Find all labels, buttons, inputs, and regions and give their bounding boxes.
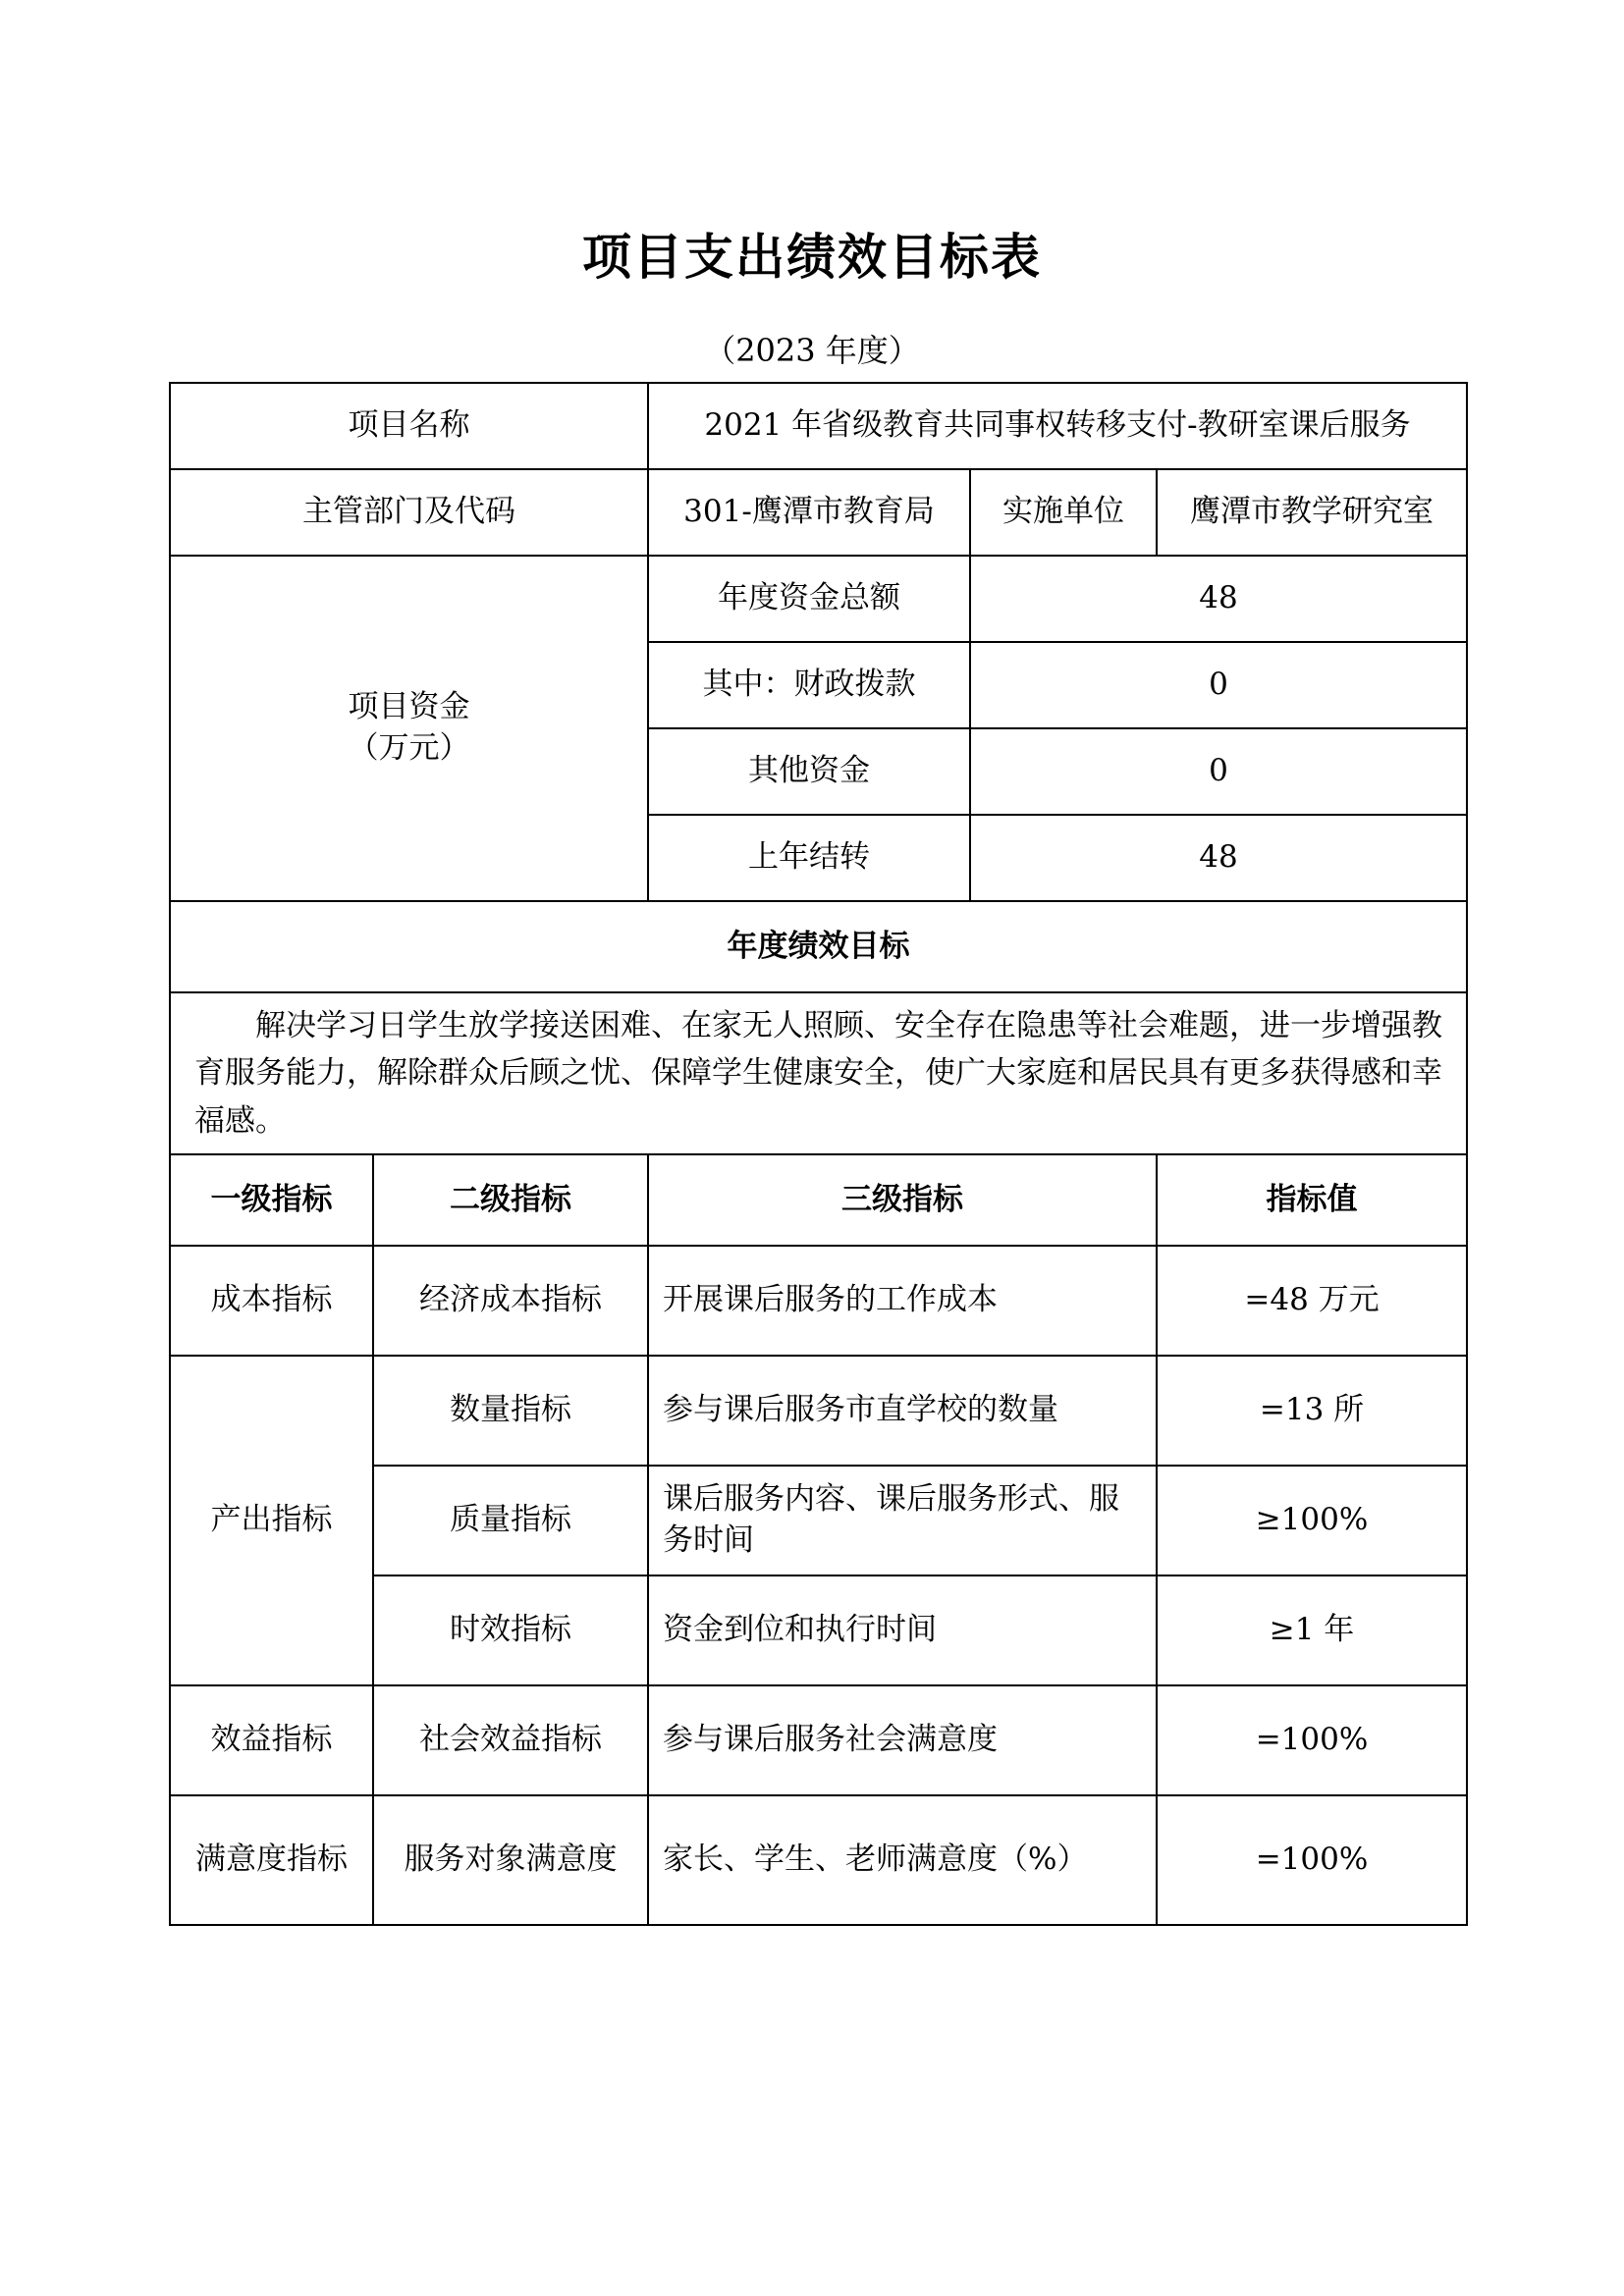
header-level3: 三级指标 [648,1154,1157,1246]
cost-level2: 经济成本指标 [373,1246,648,1356]
cost-value: =48 万元 [1157,1246,1467,1356]
header-level1: 一级指标 [170,1154,373,1246]
funds-other-label: 其他资金 [648,728,970,815]
project-name-value: 2021 年省级教育共同事权转移支付-教研室课后服务 [648,383,1467,469]
cost-level3: 开展课后服务的工作成本 [648,1246,1157,1356]
annual-goal-text-row [170,992,1467,1154]
funds-other-value: 0 [970,728,1467,815]
header-level2: 二级指标 [373,1154,648,1246]
output-level2: 质量指标 [373,1466,648,1575]
funds-total-value: 48 [970,556,1467,642]
satisfaction-level1: 满意度指标 [170,1795,373,1925]
funds-total-label: 年度资金总额 [648,556,970,642]
output-level3: 课后服务内容、课后服务形式、服务时间 [648,1466,1157,1575]
table-row [170,1685,1467,1795]
funds-label-line2: （万元） [348,730,470,766]
year-label: （2023 年度） [704,332,920,369]
indicator-header-row [170,1154,1467,1246]
output-value: ≥100% [1157,1466,1467,1575]
satisfaction-level3: 家长、学生、老师满意度（%） [648,1795,1157,1925]
output-level1: 产出指标 [170,1356,373,1685]
benefit-level2: 社会效益指标 [373,1685,648,1795]
output-level3: 资金到位和执行时间 [648,1575,1157,1685]
benefit-level3: 参与课后服务社会满意度 [648,1685,1157,1795]
output-level3: 参与课后服务市直学校的数量 [648,1356,1157,1466]
satisfaction-value: =100% [1157,1795,1467,1925]
benefit-level1: 效益指标 [170,1685,373,1795]
satisfaction-level2: 服务对象满意度 [373,1795,648,1925]
project-name-label: 项目名称 [170,383,648,469]
funds-carryover-label: 上年结转 [648,815,970,901]
performance-table [169,382,1468,1926]
department-row [170,469,1467,556]
page-title: 项目支出绩效目标表 [582,229,1042,286]
funds-carryover-value: 48 [970,815,1467,901]
department-label: 主管部门及代码 [170,469,648,556]
impl-unit-label: 实施单位 [970,469,1157,556]
funds-label-line1: 项目资金 [348,689,470,725]
benefit-value: =100% [1157,1685,1467,1795]
output-value: ≥1 年 [1157,1575,1467,1685]
output-level2: 数量指标 [373,1356,648,1466]
impl-unit-value: 鹰潭市教学研究室 [1157,469,1467,556]
table-row [170,1356,1467,1466]
funds-row [170,556,1467,642]
annual-goal-header: 年度绩效目标 [170,901,1467,992]
funds-fiscal-value: 0 [970,642,1467,728]
table-row [170,1795,1467,1925]
department-value: 301-鹰潭市教育局 [648,469,970,556]
annual-goal-text: 解决学习日学生放学接送困难、在家无人照顾、安全存在隐患等社会难题，进一步增强教育服务能力，解除群众后顾之忧、保障学生健康安全，使广大家庭和居民具有更多获得感和幸福感。 [170,992,1467,1154]
output-level2: 时效指标 [373,1575,648,1685]
cost-level1: 成本指标 [170,1246,373,1356]
output-value: =13 所 [1157,1356,1467,1466]
funds-label [170,556,648,901]
funds-fiscal-label: 其中：财政拨款 [648,642,970,728]
project-name-row [170,383,1467,469]
annual-goal-header-row [170,901,1467,992]
header-value: 指标值 [1157,1154,1467,1246]
table-row [170,1246,1467,1356]
